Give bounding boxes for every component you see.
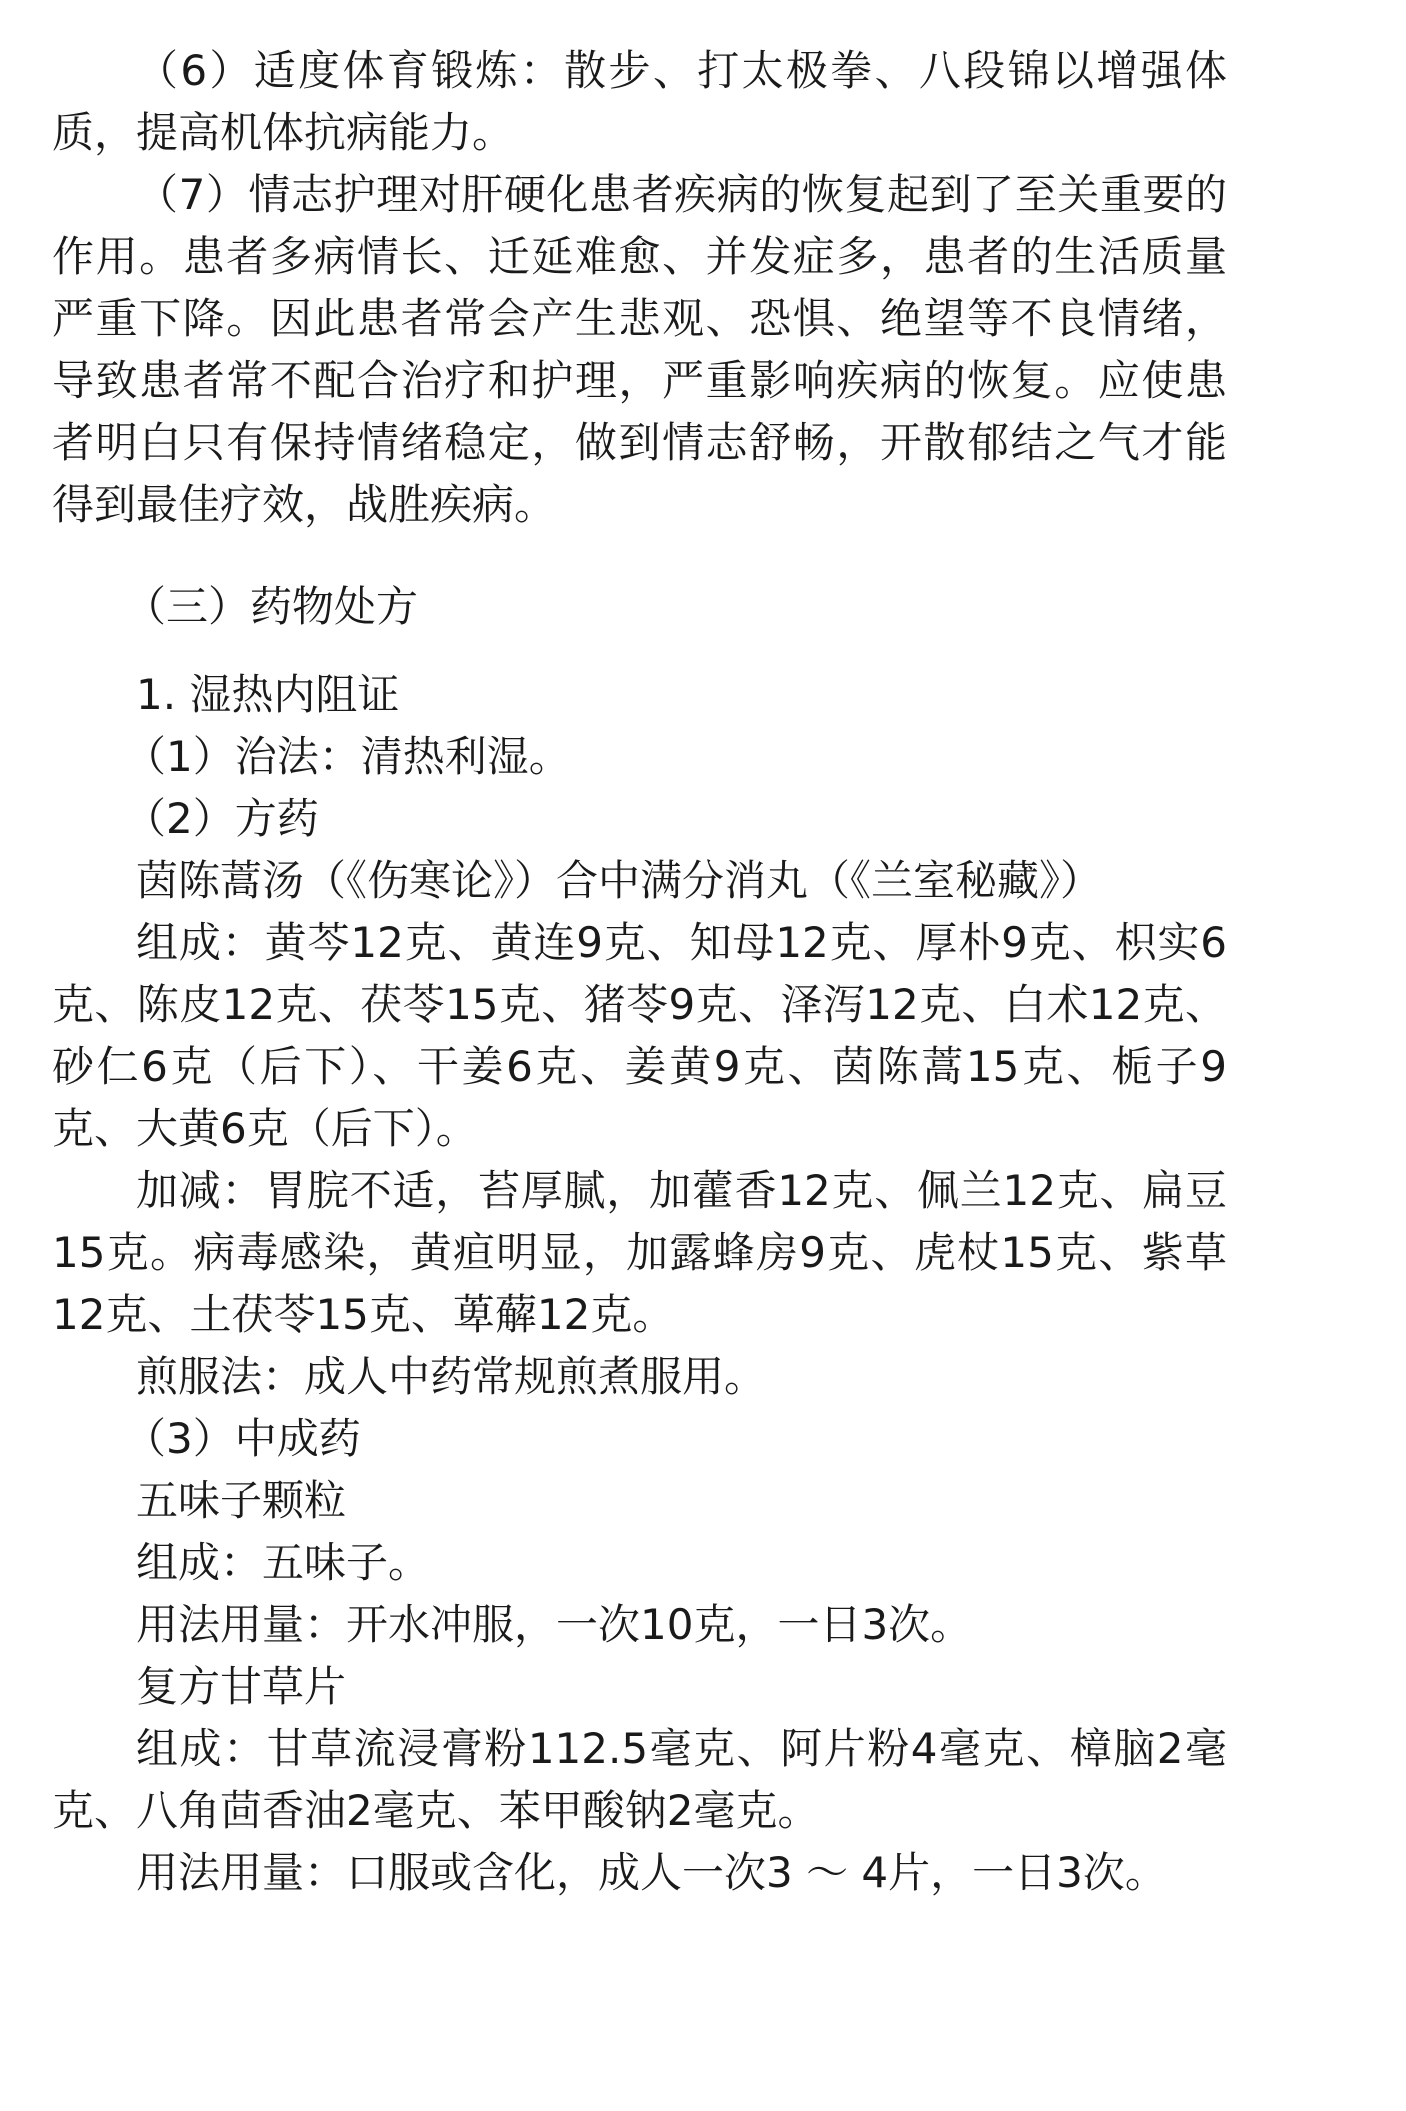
treatment-method: （1）治法：清热利湿。 [124,732,571,781]
drug-name-wuweizi: 五味子颗粒 [136,1476,347,1525]
formula-heading: （2）方药 [124,794,319,843]
drug-usage-compound-licorice: 用法用量：口服或含化，成人一次3 ～ 4片，一日3次。 [136,1848,1167,1897]
drug-composition-compound-licorice: 组成：甘草流浸膏粉112.5毫克、阿片粉4毫克、樟脑2毫克、八角茴香油2毫克、苯甲酸钠2毫克。 [52,1724,1227,1835]
section-title: （三）药物处方 [124,582,419,631]
drug-name-compound-licorice: 复方甘草片 [136,1662,347,1711]
paragraph-exercise: （6）适度体育锻炼：散步、打太极拳、八段锦以增强体质，提高机体抗病能力。 [52,46,1227,157]
subsection-title: 1. 湿热内阻证 [136,670,400,719]
formula-modification: 加减：胃脘不适，苔厚腻，加藿香12克、佩兰12克、扁豆15克。病毒感染，黄疸明显，加露蜂房9克、虎杖15克、紫草12克、土茯苓15克、萆薢12克。 [52,1166,1227,1339]
drug-usage-wuweizi: 用法用量：开水冲服，一次10克，一日3次。 [136,1600,973,1649]
decoction-method: 煎服法：成人中药常规煎煮服用。 [136,1352,767,1401]
patent-medicine-heading: （3）中成药 [124,1414,361,1463]
formula-name: 茵陈蒿汤（《伤寒论》）合中满分消丸（《兰室秘藏》） [136,856,1103,905]
paragraph-emotional-care: （7）情志护理对肝硬化患者疾病的恢复起到了至关重要的作用。患者多病情长、迁延难愈、并发症多，患者的生活质量严重下降。因此患者常会产生悲观、恐惧、绝望等不良情绪，导致患者常不配合治疗和护理，严重影响疾病的恢复。应使患者明白只有保持情绪稳定，做到情志舒畅，开散郁结之气才能得到最佳疗效，战胜疾病。 [52,170,1227,529]
drug-composition-wuweizi: 组成：五味子。 [136,1538,431,1587]
formula-composition: 组成：黄芩12克、黄连9克、知母12克、厚朴9克、枳实6克、陈皮12克、茯苓15克、猪苓9克、泽泻12克、白术12克、砂仁6克（后下）、干姜6克、姜黄9克、茵陈蒿15克、栀子9克、大黄6克（后下）。 [52,918,1227,1153]
